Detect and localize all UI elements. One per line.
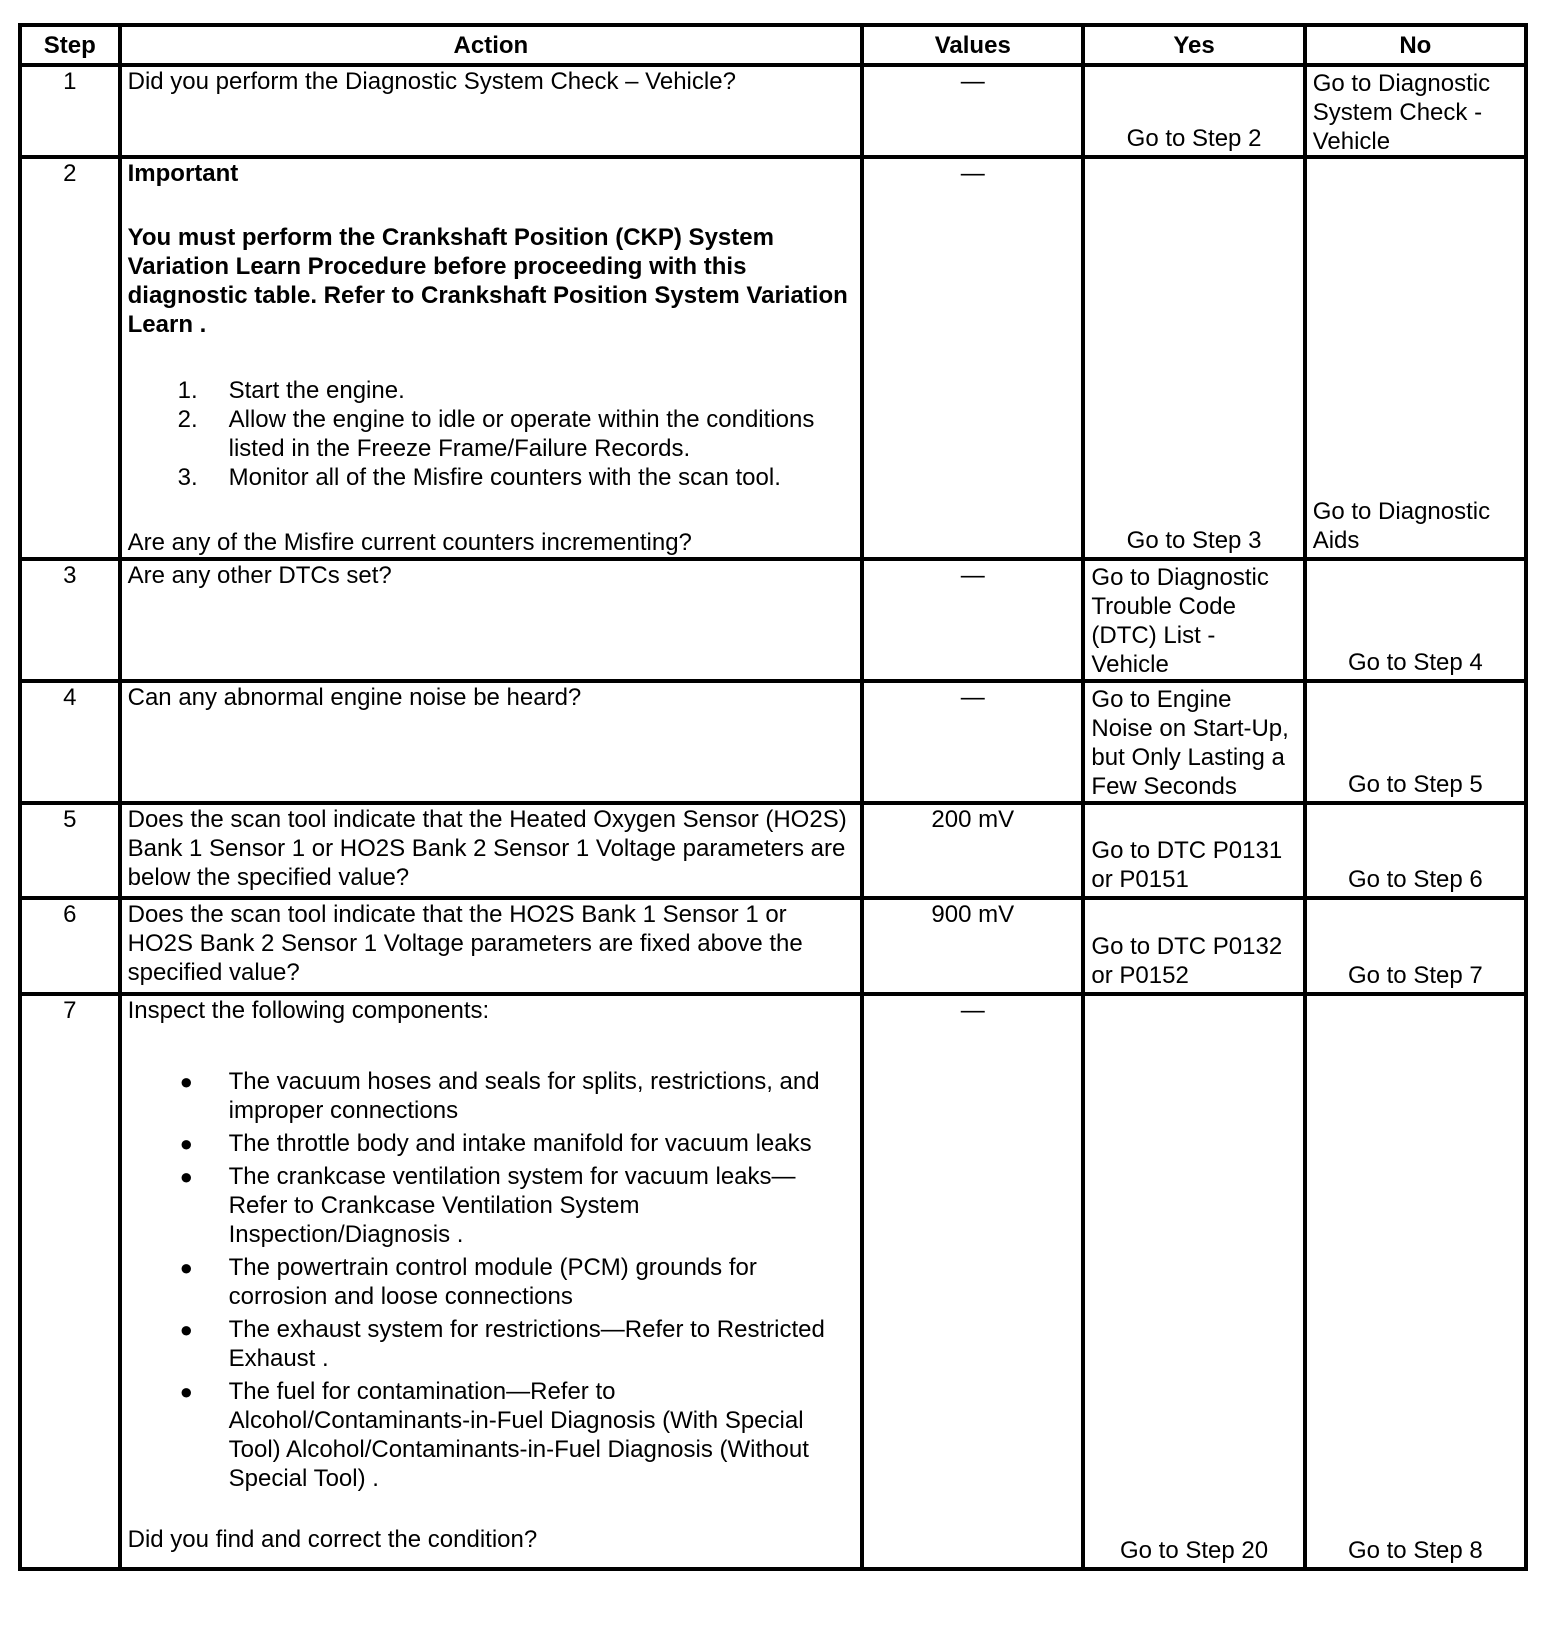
table-row [20,559,1526,681]
header-action: Action [120,25,863,65]
list-item [128,405,855,463]
action-cell [120,994,863,1569]
list-item [128,1315,855,1373]
yes-cell [1083,898,1304,994]
value-cell: 200 mV [862,803,1083,898]
yes-cell [1083,157,1304,559]
no-cell [1305,681,1526,803]
action-cell [120,65,863,157]
no-cell [1305,803,1526,898]
header-step: Step [20,25,120,65]
action-question: Does the scan tool indicate that the HO2S Bank 1 Sensor 1 or HO2S Bank 2 Sensor 1 Voltage parameters are fixed above the specified value? [127,901,803,986]
step-number: 1 [20,65,120,157]
list-item [128,1253,855,1311]
no-cell [1305,994,1526,1569]
action-question: Did you find and correct the condition? [127,1526,538,1553]
list-number: 3. [177,464,198,491]
value-cell: — [862,157,1083,559]
list-item [128,1377,855,1493]
list-text: The exhaust system for restrictions—Refer to Restricted Exhaust . [228,1316,825,1372]
step-number: 2 [20,157,120,559]
no-cell [1305,65,1526,157]
table-row [20,65,1526,157]
no-cell [1305,559,1526,681]
header-row [20,25,1526,65]
value-cell: — [862,65,1083,157]
value-cell: — [862,559,1083,681]
list-text: The fuel for contamination—Refer to Alcohol/Contaminants-in-Fuel Diagnosis (With Special Tool) Alcohol/Contaminants-in-Fuel Diagnosis (Without Special Tool) . [228,1378,809,1492]
bullet-icon: ● [179,1069,193,1094]
list-item [128,1067,855,1125]
list-number: 1. [177,377,198,404]
step-number: 4 [20,681,120,803]
step-number: 5 [20,803,120,898]
header-no: No [1305,25,1526,65]
action-question: Are any other DTCs set? [127,562,392,589]
action-question: Can any abnormal engine noise be heard? [127,684,582,711]
procedure-list [128,376,855,492]
step-number: 7 [20,994,120,1569]
list-text: Allow the engine to idle or operate within the conditions listed in the Freeze Frame/Failure Records. [228,406,815,462]
table-row [20,157,1526,559]
action-question: Are any of the Misfire current counters incrementing? [127,529,692,556]
bullet-icon: ● [179,1255,193,1280]
yes-link[interactable]: Go to Step 2 [1126,125,1262,152]
yes-link[interactable]: Go to DTC P0131 or P0151 [1091,837,1283,893]
header-yes: Yes [1083,25,1304,65]
yes-link[interactable]: Go to Engine Noise on Start-Up, but Only Lasting a Few Seconds [1091,686,1289,800]
list-item [128,376,855,405]
no-link[interactable]: Go to Diagnostic System Check - Vehicle [1312,70,1491,155]
yes-cell [1083,559,1304,681]
no-cell [1305,157,1526,559]
step-number: 3 [20,559,120,681]
list-text: The vacuum hoses and seals for splits, restrictions, and improper connections [228,1068,820,1124]
list-item [128,463,855,492]
table-row [20,681,1526,803]
no-link[interactable]: Go to Diagnostic Aids [1312,498,1491,554]
action-question: Did you perform the Diagnostic System Check – Vehicle? [127,68,736,95]
action-question: Does the scan tool indicate that the Heated Oxygen Sensor (HO2S) Bank 1 Sensor 1 or HO2S Bank 2 Sensor 1 Voltage parameters are below the specified value? [127,806,847,891]
no-cell [1305,898,1526,994]
yes-link[interactable]: Go to Diagnostic Trouble Code (DTC) List - Vehicle [1091,564,1269,678]
inspect-intro: Inspect the following components: [127,997,490,1024]
component-list [128,1067,855,1493]
table-row [20,803,1526,898]
bullet-icon: ● [179,1379,193,1404]
yes-link[interactable]: Go to Step 3 [1126,527,1262,554]
bullet-icon: ● [179,1164,193,1189]
yes-cell [1083,803,1304,898]
action-cell [120,681,863,803]
yes-link[interactable]: Go to DTC P0132 or P0152 [1091,933,1283,989]
header-values: Values [862,25,1083,65]
list-text: The powertrain control module (PCM) grounds for corrosion and loose connections [228,1254,757,1310]
list-item [128,1129,855,1158]
important-label: Important [127,160,239,187]
no-link[interactable]: Go to Step 6 [1347,866,1483,893]
list-item [128,1162,855,1249]
no-link[interactable]: Go to Step 7 [1347,962,1483,989]
no-link[interactable]: Go to Step 4 [1347,649,1483,676]
list-text: Start the engine. [228,377,405,404]
table-row [20,898,1526,994]
no-link[interactable]: Go to Step 5 [1347,771,1483,798]
important-text: You must perform the Crankshaft Position (CKP) System Variation Learn Procedure before proceeding with this diagnostic table. Refer to Crankshaft Position System Variation Learn . [127,224,848,338]
yes-cell [1083,994,1304,1569]
list-text: The crankcase ventilation system for vacuum leaks—Refer to Crankcase Ventilation System Inspection/Diagnosis . [228,1163,796,1248]
value-cell: — [862,994,1083,1569]
diagnostic-table [18,23,1528,1571]
list-text: Monitor all of the Misfire counters with the scan tool. [228,464,781,491]
table-row [20,994,1526,1569]
value-cell: 900 mV [862,898,1083,994]
no-link[interactable]: Go to Step 8 [1347,1537,1483,1564]
yes-cell [1083,65,1304,157]
action-cell [120,803,863,898]
action-cell [120,898,863,994]
action-cell [120,559,863,681]
list-number: 2. [177,406,198,433]
step-number: 6 [20,898,120,994]
value-cell: — [862,681,1083,803]
bullet-icon: ● [179,1131,193,1156]
yes-cell [1083,681,1304,803]
yes-link[interactable]: Go to Step 20 [1119,1537,1269,1564]
bullet-icon: ● [179,1317,193,1342]
action-cell [120,157,863,559]
list-text: The throttle body and intake manifold for vacuum leaks [228,1130,812,1157]
